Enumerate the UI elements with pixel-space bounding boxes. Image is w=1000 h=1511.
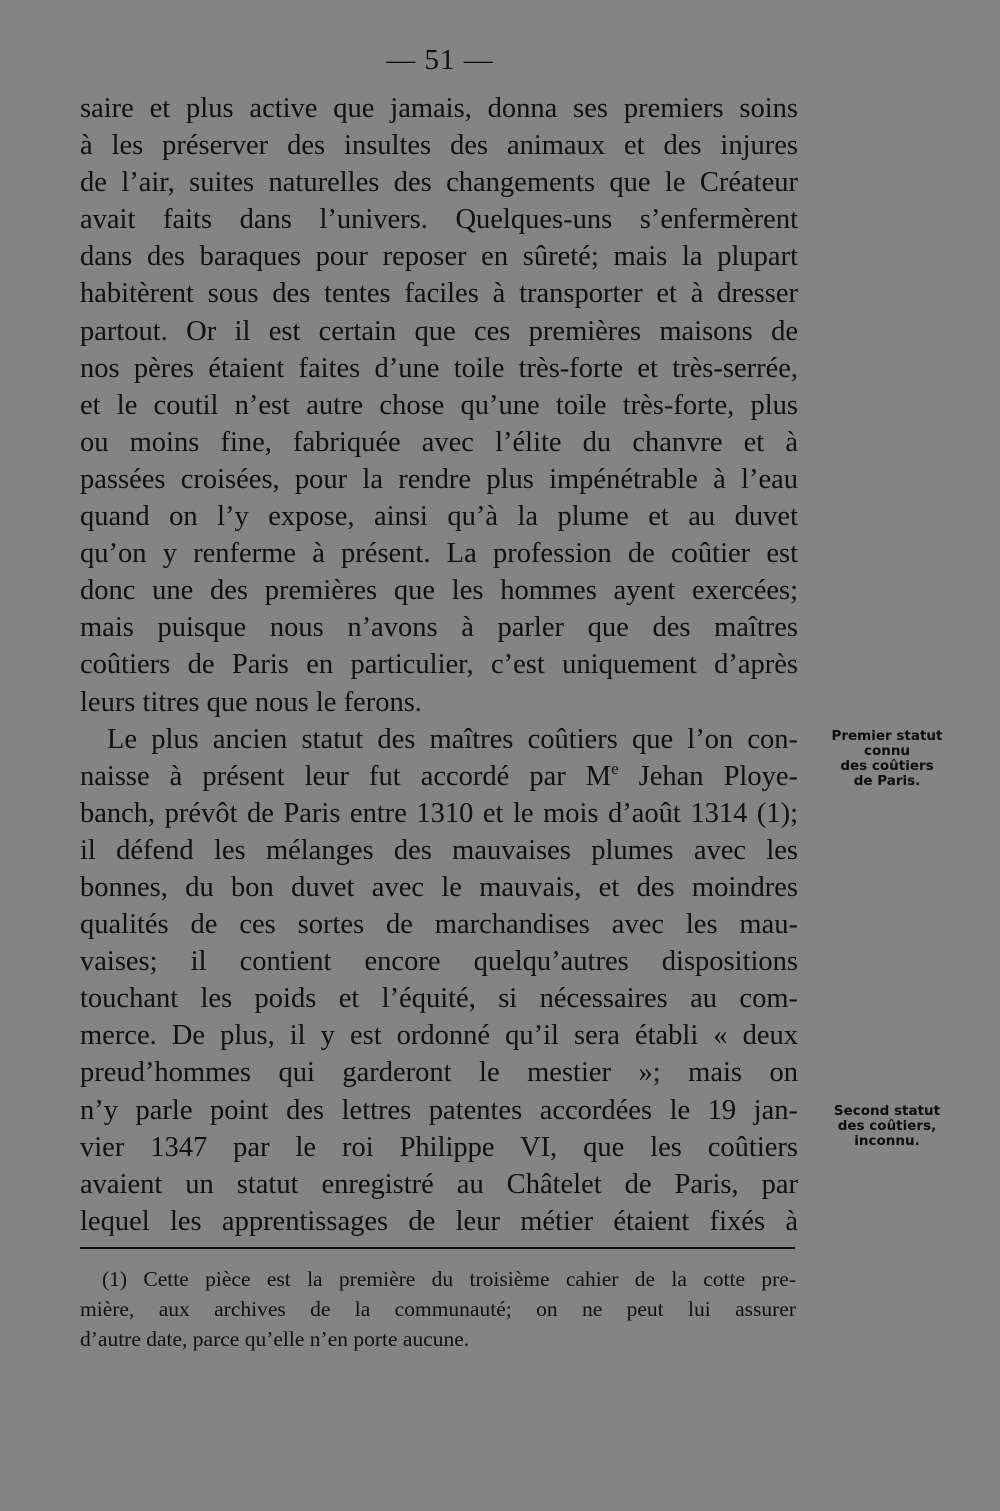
- margin-note-line: de Paris.: [853, 773, 921, 789]
- text-line: leurs titres que nous le ferons.: [80, 686, 422, 718]
- text-line: qu’on y renferme à présent. La profession de coûtier est: [80, 538, 798, 570]
- text-line: n’y parle point des lettres patentes accordées le 19 jan-: [80, 1094, 798, 1126]
- main-text: [80, 90, 798, 1240]
- text-line: preud’hommes qui garderont le mestier »; mais on: [80, 1057, 798, 1089]
- page-number: — 51 —: [386, 44, 494, 76]
- text-line: saire et plus active que jamais, donna ses premiers soins: [80, 93, 798, 124]
- text-line: coûtiers de Paris en particulier, c’est uniquement d’après: [80, 649, 798, 681]
- footnote: [80, 1264, 796, 1354]
- text-line: habitèrent sous des tentes faciles à transporter et à dresser: [80, 278, 798, 310]
- text-line: nos pères étaient faites d’une toile très-forte et très-serrée,: [80, 352, 798, 384]
- text-line: banch, prévôt de Paris entre 1310 et le mois d’août 1314 (1);: [80, 797, 798, 829]
- text-line: vaises; il contient encore quelqu’autres dispositions: [80, 946, 798, 978]
- text-line: [80, 758, 798, 795]
- text-line: avait faits dans l’univers. Quelques-uns s’enfermèrent: [80, 204, 798, 236]
- margin-note-line: des coûtiers,: [837, 1118, 937, 1134]
- text-line: qualités de ces sortes de marchandises avec les mau-: [80, 909, 798, 941]
- text-line: bonnes, du bon duvet avec le mauvais, et des moindres: [80, 871, 798, 903]
- superscript: e: [611, 758, 619, 778]
- margin-note-first-statute: [812, 729, 962, 789]
- text-line: ou moins fine, fabriquée avec l’élite du chanvre et à: [80, 426, 798, 458]
- footnote-line: mière, aux archives de la communauté; on ne peut lui assurer: [80, 1297, 796, 1321]
- text-line: Le plus ancien statut des maîtres coûtiers que l’on con-: [107, 723, 798, 755]
- text-segment: naisse à présent leur fut accordé par M: [80, 760, 612, 792]
- text-line: à les préserver des insultes des animaux et des injures: [80, 130, 798, 162]
- text-line: il défend les mélanges des mauvaises plumes avec les: [80, 834, 798, 866]
- text-line: avaient un statut enregistré au Châtelet de Paris, par: [80, 1168, 798, 1200]
- text-line: de l’air, suites naturelles des changements que le Créateur: [80, 167, 798, 199]
- margin-note-line: inconnu.: [854, 1133, 920, 1149]
- text-line: lequel les apprentissages de leur métier étaient fixés à: [80, 1205, 798, 1237]
- text-segment: Jehan Ploye-: [618, 760, 798, 792]
- margin-note-line: connu: [863, 743, 911, 759]
- footnote-line: d’autre date, parce qu’elle n’en porte aucune.: [80, 1327, 470, 1351]
- text-line: passées croisées, pour la rendre plus impénétrable à l’eau: [80, 463, 798, 495]
- margin-note-line: des coûtiers: [840, 758, 934, 774]
- text-line: donc une des premières que les hommes ayent exercées;: [80, 575, 798, 607]
- margin-note-second-statute: [812, 1104, 962, 1149]
- text-line: dans des baraques pour reposer en sûreté; mais la plupart: [80, 241, 798, 273]
- footnote-rule: [80, 1247, 795, 1249]
- text-line: quand on l’y expose, ainsi qu’à la plume et au duvet: [80, 501, 798, 533]
- text-line: partout. Or il est certain que ces premières maisons de: [80, 315, 798, 347]
- text-line: merce. De plus, il y est ordonné qu’il sera établi « deux: [80, 1020, 798, 1052]
- margin-note-line: Premier statut: [831, 728, 943, 744]
- text-line: touchant les poids et l’équité, si nécessaires au com-: [80, 983, 798, 1015]
- text-line: vier 1347 par le roi Philippe VI, que les coûtiers: [80, 1131, 798, 1163]
- text-line: mais puisque nous n’avons à parler que des maîtres: [80, 612, 798, 644]
- footnote-line: (1) Cette pièce est la première du troisième cahier de la cotte pre-: [102, 1267, 796, 1291]
- margin-note-line: Second statut: [833, 1103, 941, 1119]
- text-line: et le coutil n’est autre chose qu’une toile très-forte, plus: [80, 389, 798, 421]
